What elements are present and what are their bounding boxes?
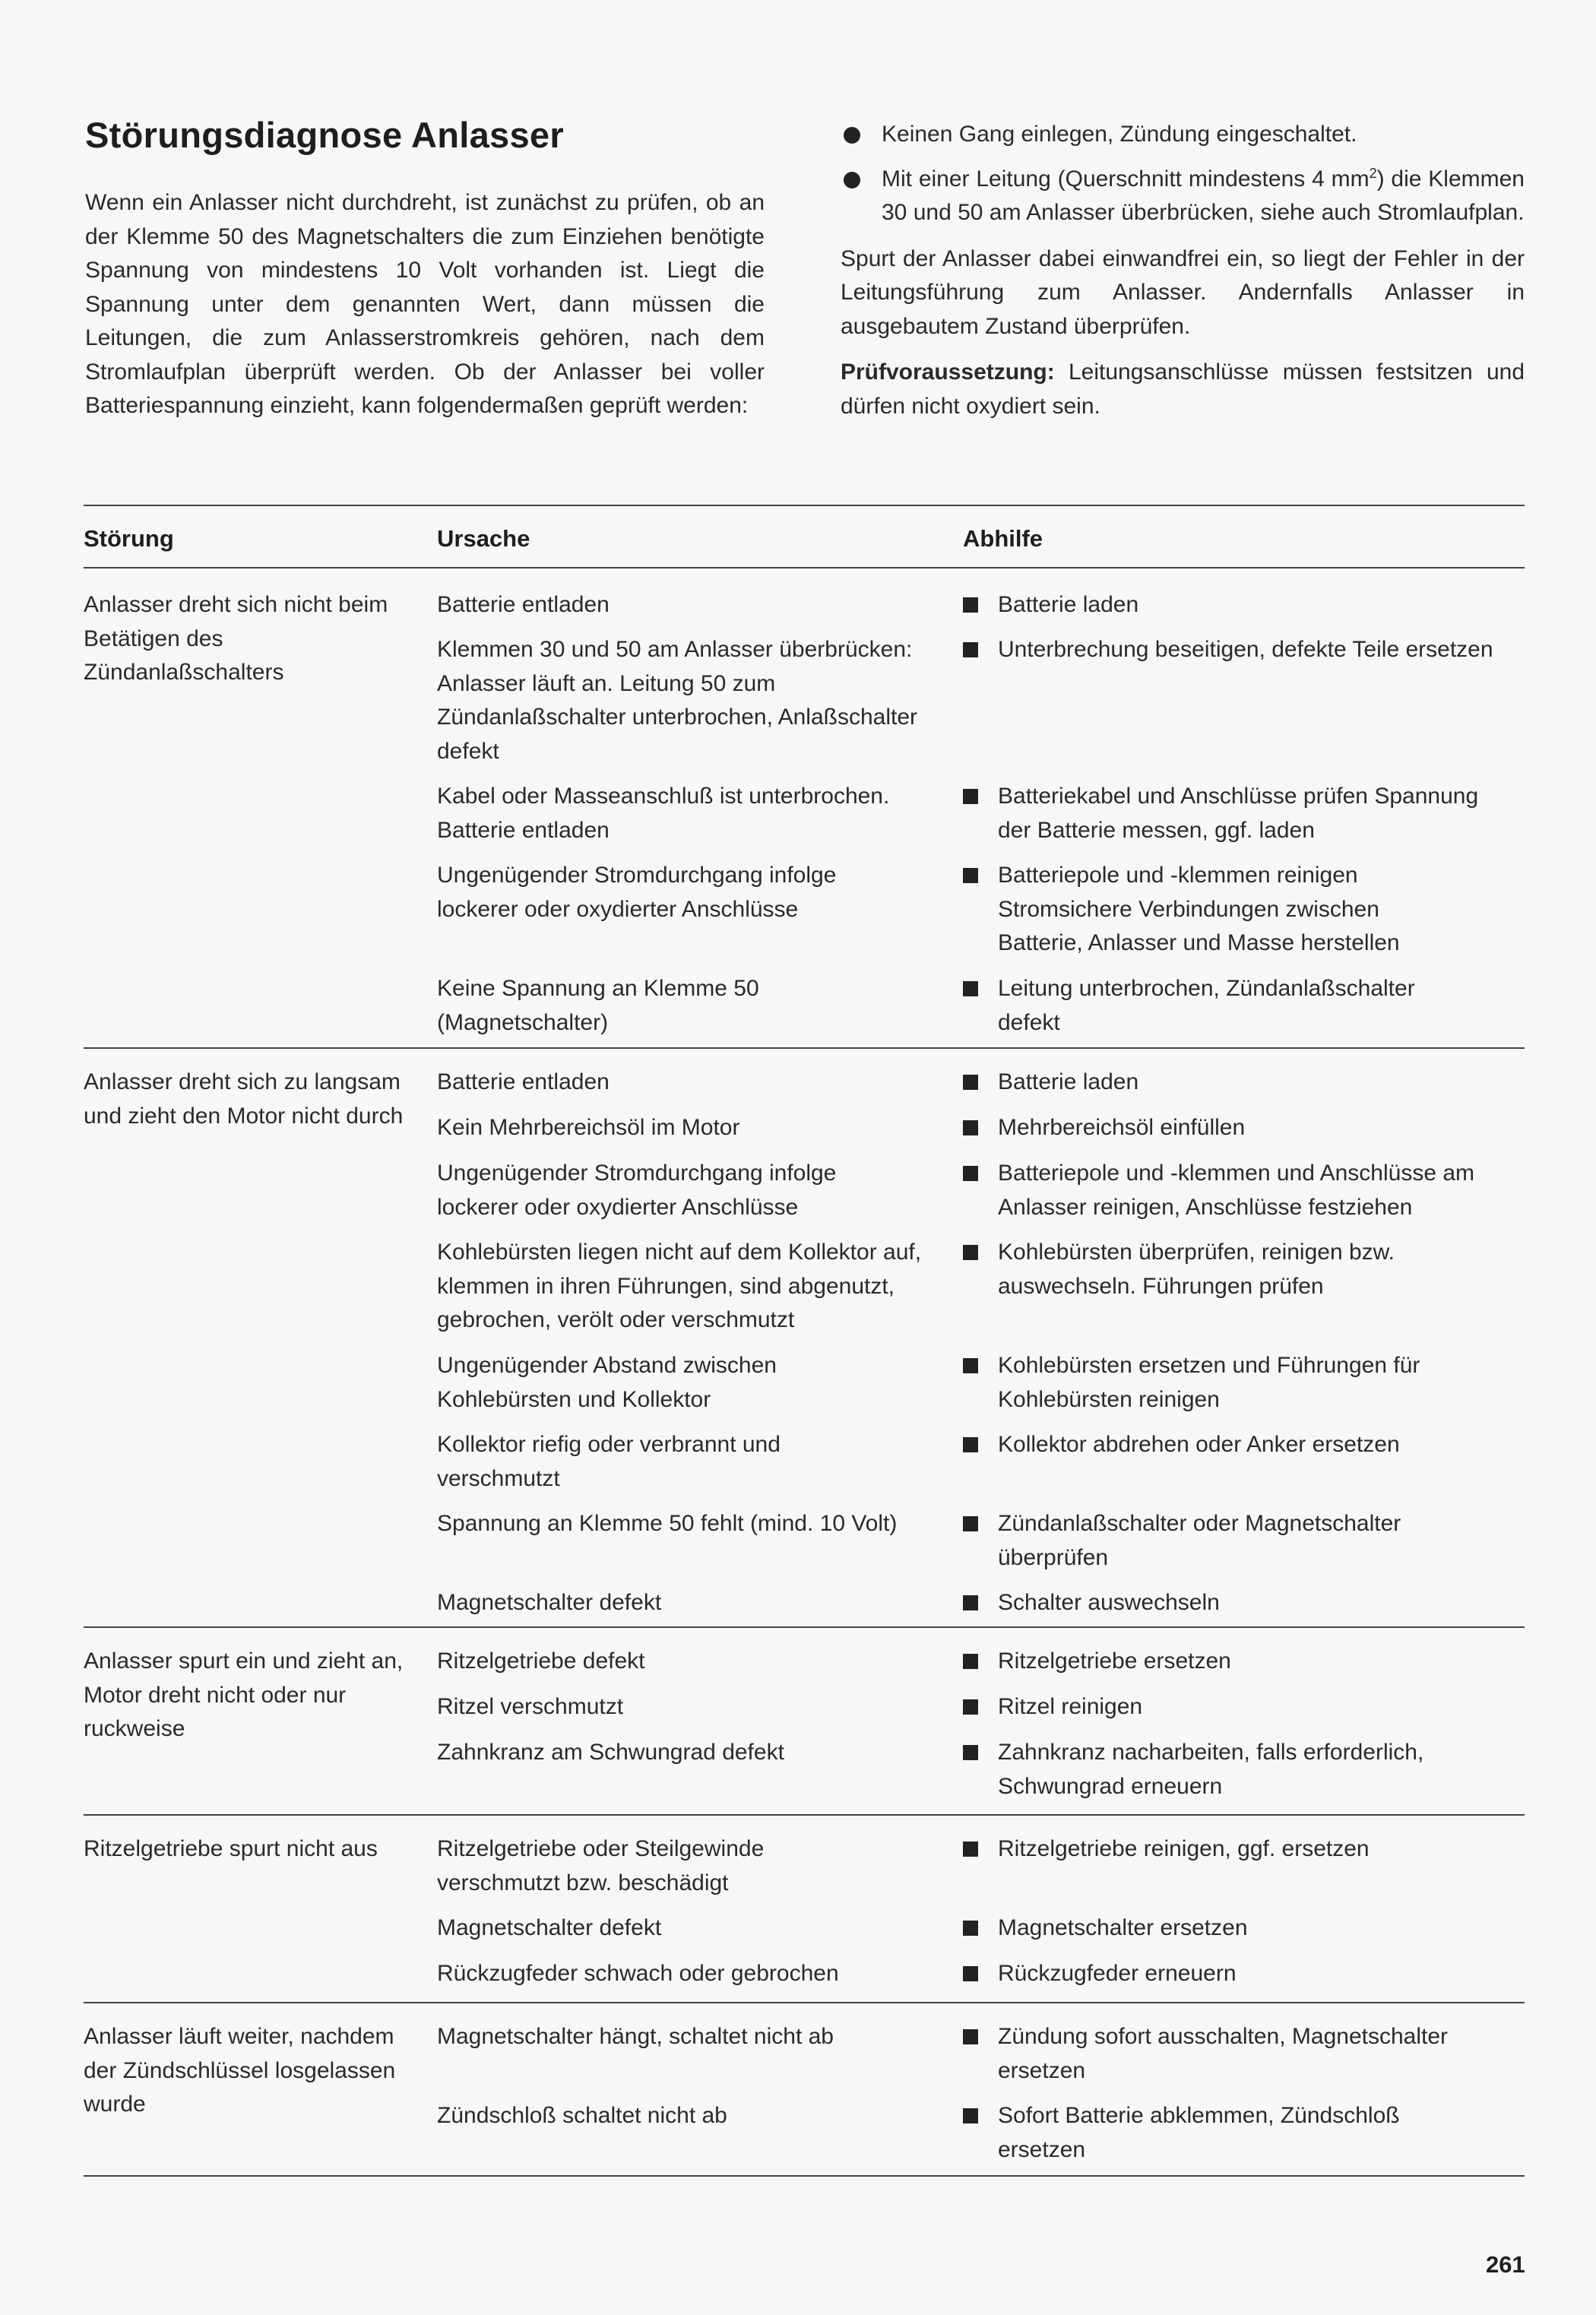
page-number: 261 <box>1486 2251 1525 2278</box>
square-bullet-icon <box>963 1966 978 1981</box>
cause: Batterie entladen <box>437 592 610 617</box>
square-bullet-icon <box>963 1921 978 1936</box>
remedy: Batteriepole und -klemmen und Anschlüsse am Anlasser reinigen, Anschlüsse festziehen <box>963 1157 1495 1224</box>
group-rule <box>84 1626 1525 1628</box>
remedy: Batteriekabel und Anschlüsse prüfen Spannung der Batterie messen, ggf. laden <box>963 780 1495 847</box>
cause: Ritzelgetriebe oder Steilgewinde verschmutzt bzw. beschädigt <box>437 1836 765 1895</box>
square-bullet-icon <box>963 1358 978 1373</box>
remedy: Magnetschalter ersetzen <box>963 1911 1495 1946</box>
cause: Klemmen 30 und 50 am Anlasser überbrücken: Anlasser läuft an. Leitung 50 zum Zündanlaßschalter unterbrochen, Anlaßschalter defekt <box>437 637 918 764</box>
cause: Ungenügender Stromdurchgang infolge lockerer oder oxydierter Anschlüsse <box>437 1161 837 1220</box>
remedy: Leitung unterbrochen, Zündanlaßschalter defekt <box>963 972 1495 1040</box>
cause: Spannung an Klemme 50 fehlt (mind. 10 Volt) <box>437 1511 898 1536</box>
cause: Ungenügender Stromdurchgang infolge lockerer oder oxydierter Anschlüsse <box>437 863 837 922</box>
cause: Keine Spannung an Klemme 50 (Magnetschalter) <box>437 976 759 1035</box>
remedy: Ritzel reinigen <box>963 1690 1495 1724</box>
square-bullet-icon <box>963 1654 978 1669</box>
bullet-dot-icon <box>844 172 860 188</box>
cause: Kabel oder Masseanschluß ist unterbrochen. Batterie entladen <box>437 784 890 843</box>
cause: Ungenügender Abstand zwischen Kohlebürsten und Kollektor <box>437 1353 777 1412</box>
square-bullet-icon <box>963 1075 978 1090</box>
square-bullet-icon <box>963 2029 978 2044</box>
remedy: Unterbrechung beseitigen, defekte Teile ersetzen <box>963 633 1495 667</box>
group-rule <box>84 1814 1525 1816</box>
header-rule <box>84 567 1525 568</box>
square-bullet-icon <box>963 981 978 996</box>
procedure-bullets <box>841 118 1525 230</box>
cause: Zündschloß schaltet nicht ab <box>437 2103 727 2128</box>
cause: Kollektor riefig oder verbrannt und verschmutzt <box>437 1432 781 1491</box>
group-rule <box>84 1047 1525 1049</box>
square-bullet-icon <box>963 642 978 657</box>
square-bullet-icon <box>963 1842 978 1857</box>
remedy: Sofort Batterie abklemmen, Zündschloß ersetzen <box>963 2099 1495 2167</box>
square-bullet-icon <box>963 1745 978 1760</box>
square-bullet-icon <box>963 868 978 883</box>
remedy: Zahnkranz nacharbeiten, falls erforderlich, Schwungrad erneuern <box>963 1736 1495 1804</box>
test-precondition: Prüfvoraussetzung: Leitungsanschlüsse müssen festsitzen und dürfen nicht oxydiert sein. <box>841 359 1525 419</box>
remedy: Zündung sofort ausschalten, Magnetschalter ersetzen <box>963 2020 1495 2088</box>
remedy: Kohlebürsten ersetzen und Führungen für Kohlebürsten reinigen <box>963 1349 1495 1417</box>
remedy: Batterie laden <box>963 1066 1495 1100</box>
remedy: Kohlebürsten überprüfen, reinigen bzw. auswechseln. Führungen prüfen <box>963 1236 1495 1303</box>
cause: Zahnkranz am Schwungrad defekt <box>437 1740 784 1765</box>
square-bullet-icon <box>963 1595 978 1610</box>
remedy: Batteriepole und -klemmen reinigen Stromsichere Verbindungen zwischen Batterie, Anlasser und Masse herstellen <box>963 859 1495 961</box>
square-bullet-icon <box>963 1699 978 1715</box>
intro-paragraph: Wenn ein Anlasser nicht durchdreht, ist zunächst zu prüfen, ob an der Klemme 50 des Magnetschalters die zum Einziehen benötigte Spannung von mindestens 10 Volt vorhanden ist. Liegt die Spannung unter dem genannten Wert, dann müssen die Leitungen, die zum Anlasserstromkreis gehören, nach dem Stromlaufplan überprüft werden. Ob der Anlasser bei voller Batteriespannung einzieht, kann folgendermaßen geprüft werden: <box>85 190 765 418</box>
square-bullet-icon <box>963 1120 978 1135</box>
remedy: Mehrbereichsöl einfüllen <box>963 1111 1495 1145</box>
cause: Kein Mehrbereichsöl im Motor <box>437 1115 740 1140</box>
remedy: Kollektor abdrehen oder Anker ersetzen <box>963 1428 1495 1462</box>
bullet-dot-icon <box>844 127 860 144</box>
header-ursache: Ursache <box>437 525 530 552</box>
fault-description: Anlasser spurt ein und zieht an, Motor dreht nicht oder nur ruckweise <box>84 1648 404 1741</box>
cause: Rückzugfeder schwach oder gebrochen <box>437 1961 839 1986</box>
square-bullet-icon <box>963 789 978 804</box>
remedy: Schalter auswechseln <box>963 1586 1495 1620</box>
table-header <box>84 505 1525 567</box>
fault-description: Anlasser dreht sich nicht beim Betätigen des Zündanlaßschalters <box>84 592 388 685</box>
square-bullet-icon <box>963 1516 978 1531</box>
test-procedure-column <box>841 118 1525 435</box>
fault-description: Anlasser dreht sich zu langsam und zieht den Motor nicht durch <box>84 1069 404 1129</box>
cause: Magnetschalter defekt <box>437 1915 662 1940</box>
header-abhilfe: Abhilfe <box>963 525 1043 552</box>
fault-description: Ritzelgetriebe spurt nicht aus <box>84 1836 378 1861</box>
remedy: Batterie laden <box>963 588 1495 622</box>
square-bullet-icon <box>963 1166 978 1181</box>
square-bullet-icon <box>963 1437 978 1452</box>
fault-description: Anlasser läuft weiter, nachdem der Zündschlüssel losgelassen wurde <box>84 2024 396 2117</box>
group-rule <box>84 2002 1525 2003</box>
cause: Magnetschalter hängt, schaltet nicht ab <box>437 2024 834 2049</box>
header-stoerung: Störung <box>84 525 174 552</box>
remedy: Rückzugfeder erneuern <box>963 1957 1495 1991</box>
cause: Batterie entladen <box>437 1069 610 1094</box>
intro-column <box>85 114 765 423</box>
cause: Ritzelgetriebe defekt <box>437 1648 645 1674</box>
remedy: Ritzelgetriebe reinigen, ggf. ersetzen <box>963 1832 1495 1867</box>
table-bottom-rule <box>84 2175 1525 2177</box>
procedure-result: Spurt der Anlasser dabei einwandfrei ein, so liegt der Fehler in der Leitungsführung zum Anlasser. Andernfalls Anlasser in ausgebautem Zustand überprüfen. <box>841 245 1525 339</box>
square-bullet-icon <box>963 2108 978 2123</box>
cause: Ritzel verschmutzt <box>437 1694 624 1719</box>
remedy: Ritzelgetriebe ersetzen <box>963 1645 1495 1679</box>
procedure-bullet: Keinen Gang einlegen, Zündung eingeschaltet. <box>841 118 1525 152</box>
procedure-bullet: Mit einer Leitung (Querschnitt mindestens 4 $mm^2$) die Klemmen 30 und 50 am Anlasser überbrücken, siehe auch Stromlaufplan. <box>841 163 1525 230</box>
page-title: Störungsdiagnose Anlasser <box>85 115 564 155</box>
square-bullet-icon <box>963 1245 978 1260</box>
cause: Magnetschalter defekt <box>437 1590 662 1615</box>
cause: Kohlebürsten liegen nicht auf dem Kollektor auf, klemmen in ihren Führungen, sind abgenutzt, gebrochen, verölt oder verschmutzt <box>437 1240 922 1332</box>
remedy: Zündanlaßschalter oder Magnetschalter überprüfen <box>963 1507 1495 1575</box>
square-bullet-icon <box>963 597 978 613</box>
